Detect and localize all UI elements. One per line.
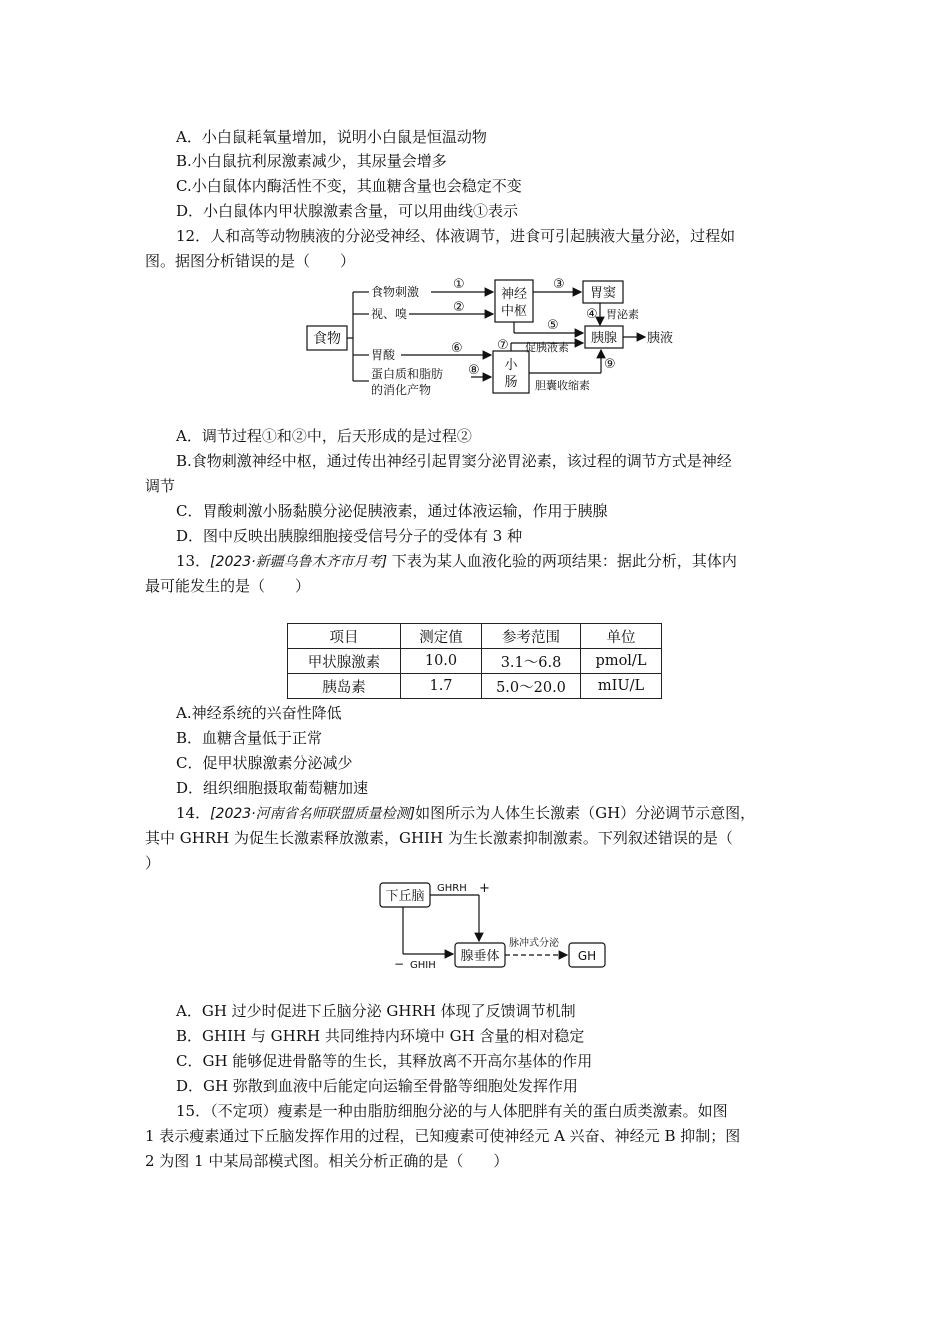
q13-number: 13． <box>176 552 211 570</box>
step-8: ⑧ <box>468 363 480 378</box>
minus-sign: − <box>394 957 405 971</box>
center-label-2: 中枢 <box>500 304 528 319</box>
table-cell: pmol/L <box>581 649 662 674</box>
gh-label: GH <box>577 949 597 963</box>
secretin-label: 促胰液素 <box>525 341 569 354</box>
q14-option-d: D．GH 弥散到血液中后能定向运输至骨骼等细胞处发挥作用 <box>176 1077 578 1095</box>
q13-source: [2023·新疆乌鲁木齐市月考] <box>210 554 388 570</box>
q14-option-b: B．GHIH 与 GHRH 共同维持内环境中 GH 含量的相对稳定 <box>176 1027 585 1045</box>
intestine-label-2: 肠 <box>504 375 518 390</box>
q11-option-c: C.小白鼠体内酶活性不变，其血糖含量也会稳定不变 <box>176 177 522 195</box>
q11-option-b: B.小白鼠抗利尿激素减少，其尿量会增多 <box>176 152 447 170</box>
stim-food-label: 食物刺激 <box>371 285 420 299</box>
step-7: ⑦ <box>497 338 509 353</box>
table-cell: 10.0 <box>401 649 482 674</box>
q14-stem-text: 如图所示为人体生长激素（GH）分泌调节示意图， <box>415 804 756 822</box>
q14-stem <box>176 803 841 824</box>
table-cell: mIU/L <box>581 674 662 699</box>
q12-stem: 12．人和高等动物胰液的分泌受神经、体液调节，进食可引起胰液大量分泌，过程如 <box>176 227 736 245</box>
table-cell: 1.7 <box>401 674 482 699</box>
step-5: ⑤ <box>547 318 559 333</box>
step-9: ⑨ <box>604 357 616 372</box>
table-header-row <box>288 624 662 649</box>
table-cell: 甲状腺激素 <box>288 649 401 674</box>
table-cell: 胰岛素 <box>288 674 401 699</box>
hypothalamus-label: 下丘脑 <box>385 889 425 904</box>
plus-sign: + <box>479 881 490 896</box>
center-label-1: 神经 <box>500 287 528 302</box>
q14-option-c: C．GH 能够促进骨骼等的生长，其释放离不开高尔基体的作用 <box>176 1052 593 1070</box>
q14-number: 14． <box>176 804 211 822</box>
gh-regulation-diagram <box>375 880 615 975</box>
protein-label-2: 的消化产物 <box>371 383 432 397</box>
step-6: ⑥ <box>451 341 463 356</box>
q15-stem: 15．（不定项）瘦素是一种由脂肪细胞分泌的与人体肥胖有关的蛋白质类激素。如图 <box>176 1102 728 1120</box>
q13-stem <box>176 551 841 572</box>
ghih-label: GHIH <box>410 960 436 971</box>
q11-option-d: D．小白鼠体内甲状腺激素含量，可以用曲线①表示 <box>176 202 519 220</box>
table-header: 单位 <box>581 624 662 649</box>
q11-option-a: A．小白鼠耗氧量增加，说明小白鼠是恒温动物 <box>176 128 487 146</box>
q15-stem-cont: 1 表示瘦素通过下丘脑发挥作用的过程，已知瘦素可使神经元 A 兴奋、神经元 B 抑制；图 <box>145 1127 741 1145</box>
intestine-label-1: 小 <box>504 358 518 373</box>
q14-stem-end: ） <box>145 854 161 872</box>
pituitary-label: 腺垂体 <box>460 949 500 964</box>
acid-label: 胃酸 <box>371 348 396 362</box>
q12-option-d: D．图中反映出胰腺细胞接受信号分子的受体有 3 种 <box>176 527 523 545</box>
gastrin-label: 胃泌素 <box>606 308 639 321</box>
q13-option-c: C．促甲状腺激素分泌减少 <box>176 754 353 772</box>
table-cell: 3.1～6.8 <box>482 649 581 674</box>
table-header: 参考范围 <box>482 624 581 649</box>
step-1: ① <box>453 277 465 292</box>
cck-label: 胆囊收缩素 <box>535 379 590 392</box>
blood-test-table <box>287 623 662 699</box>
q13-option-a: A.神经系统的兴奋性降低 <box>176 704 342 722</box>
pancreas-regulation-diagram <box>303 273 683 408</box>
table-cell: 5.0～20.0 <box>482 674 581 699</box>
q13-option-d: D．组织细胞摄取葡萄糖加速 <box>176 779 369 797</box>
q12-option-a: A．调节过程①和②中，后天形成的是过程② <box>176 427 472 445</box>
q12-option-b-cont: 调节 <box>145 477 176 495</box>
stim-sight-label: 视、嗅 <box>371 307 408 321</box>
pancreas-label: 胰腺 <box>590 331 618 346</box>
pulse-label: 脉冲式分泌 <box>509 938 559 949</box>
juice-label: 胰液 <box>647 331 674 346</box>
q15-stem-end: 2 为图 1 中某局部模式图。相关分析正确的是（ ） <box>145 1152 509 1170</box>
step-2: ② <box>453 300 465 315</box>
table-header: 测定值 <box>401 624 482 649</box>
q13-option-b: B．血糖含量低于正常 <box>176 729 323 747</box>
ghrh-label: GHRH <box>437 883 467 894</box>
table-row <box>288 674 662 699</box>
table-row <box>288 649 662 674</box>
q14-stem-cont: 其中 GHRH 为促生长激素释放激素，GHIH 为生长激素抑制激素。下列叙述错误的是（ <box>145 829 733 847</box>
protein-label-1: 蛋白质和脂肪 <box>371 367 444 381</box>
antrum-label: 胃窦 <box>589 286 617 301</box>
table-header: 项目 <box>288 624 401 649</box>
q13-stem-text: 下表为某人血液化验的两项结果：据此分析，其体内 <box>387 552 737 570</box>
q13-stem-cont: 最可能发生的是（ ） <box>145 577 311 595</box>
q14-source: [2023·河南省名师联盟质量检测] <box>210 806 416 822</box>
q12-stem-cont: 图。据图分析错误的是（ ） <box>145 252 356 270</box>
q14-option-a: A．GH 过少时促进下丘脑分泌 GHRH 体现了反馈调节机制 <box>176 1002 576 1020</box>
food-label: 食物 <box>313 331 341 347</box>
step-3: ③ <box>553 277 565 292</box>
q12-option-b: B.食物刺激神经中枢，通过传出神经引起胃窦分泌胃泌素，该过程的调节方式是神经 <box>176 452 732 470</box>
step-4: ④ <box>586 307 598 322</box>
q12-option-c: C．胃酸刺激小肠黏膜分泌促胰液素，通过体液运输，作用于胰腺 <box>176 502 608 520</box>
